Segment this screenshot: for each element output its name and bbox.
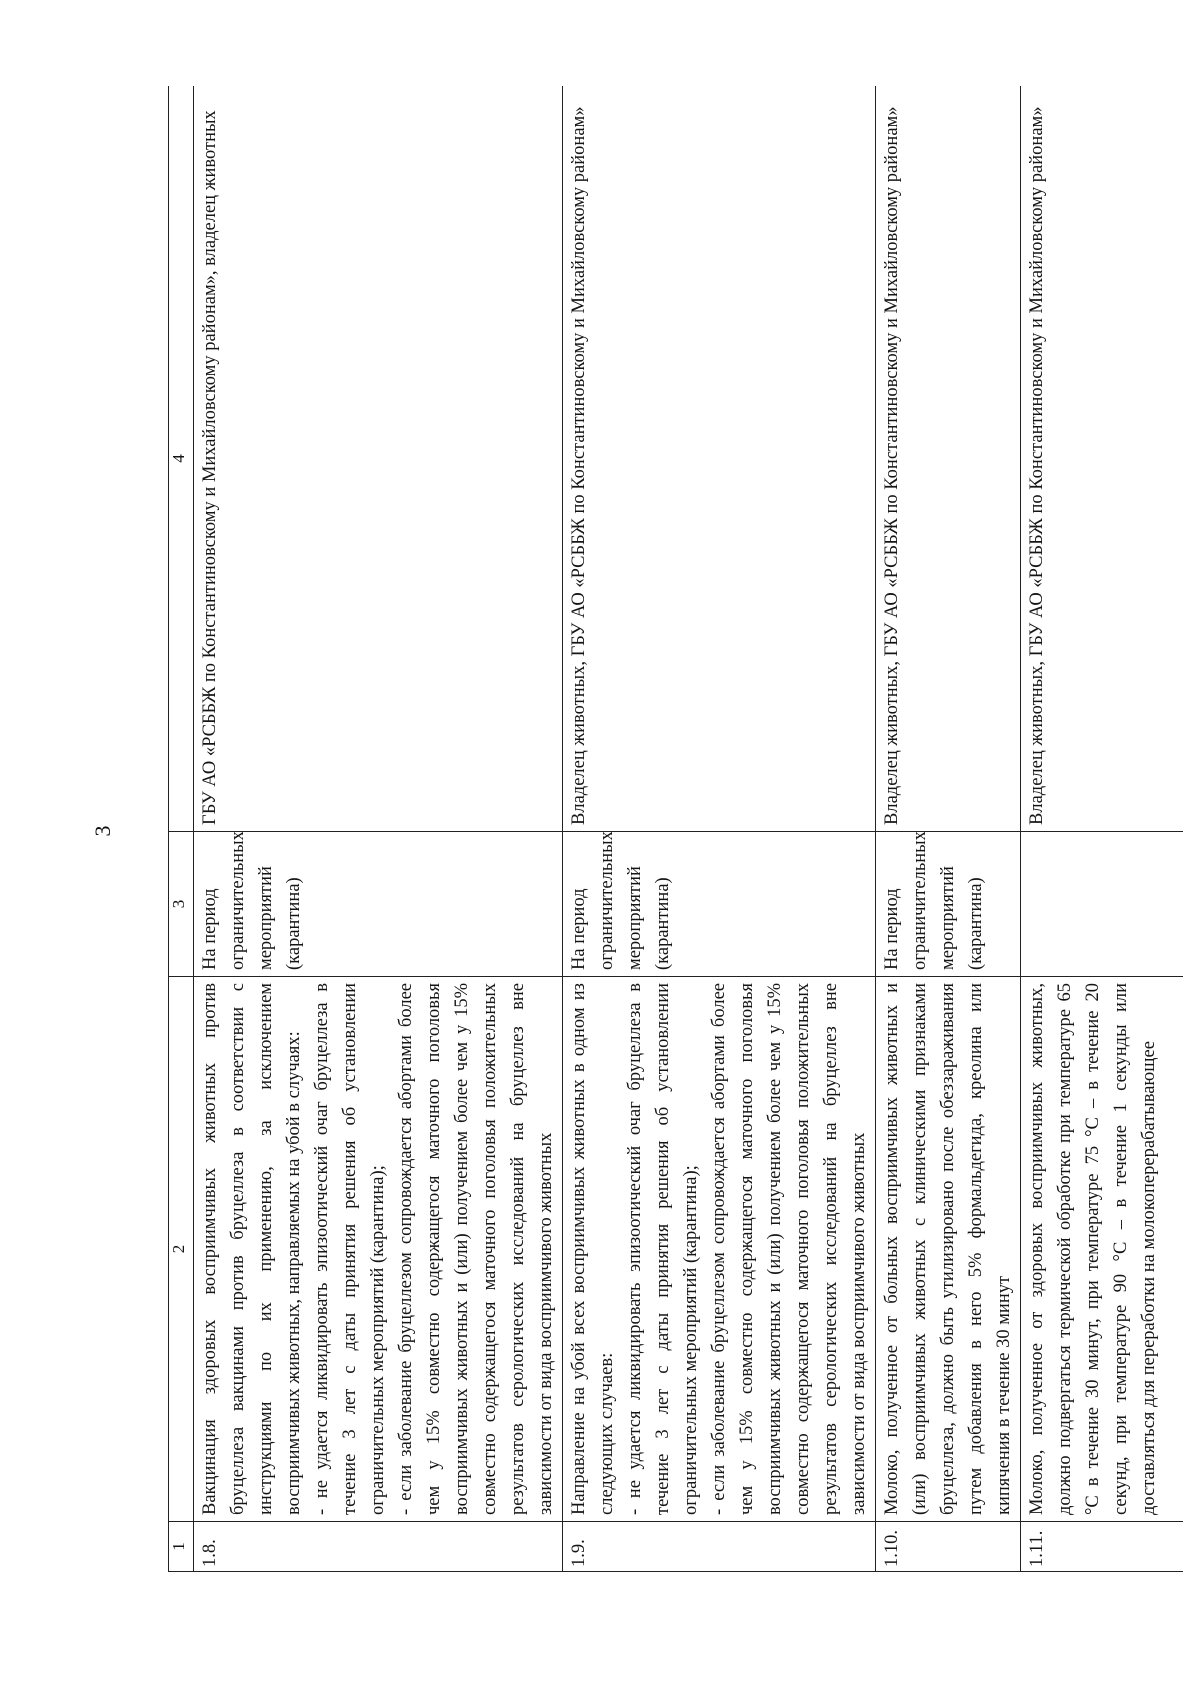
row-responsible: Владелец животных, ГБУ АО «РСББЖ по Константиновскому и Михайловскому районам»: [1021, 86, 1184, 832]
row-description: [876, 977, 1021, 1522]
row-number: 1.10.: [876, 1522, 1021, 1572]
row-term: На период ограничительных мероприятий (карантина): [876, 832, 1021, 977]
description-paragraph: Молоко, полученное от больных восприимчивых животных и (или) восприимчивых животных с клиническими признаками бруцеллеза, должно быть утилизировано после обеззараживания путем добавления в него 5% формальдегида, креолина или кипячения в течение 30 минут: [882, 983, 1014, 1515]
row-description: [194, 977, 563, 1522]
description-paragraph: - не удается ликвидировать эпизоотический очаг бруцеллеза в течение 3 лет с даты принятия решения об установлении ограничительных мероприятий (карантина);: [625, 983, 701, 1515]
table-container: [168, 86, 1183, 1572]
description-paragraph: Направление на убой всех восприимчивых животных в одном из следующих случаев:: [569, 983, 617, 1515]
rotated-table: [168, 86, 1183, 1572]
description-paragraph: Вакцинация здоровых восприимчивых животных против бруцеллеза вакцинами против бруцеллеза в соответствии с инструкциями по их применению, за исключением восприимчивых животных, направляемых на убой в случаях:: [200, 983, 304, 1515]
table-row: [876, 86, 1021, 1572]
row-responsible: ГБУ АО «РСББЖ по Константиновскому и Михайловскому районам», владелец животных: [194, 86, 563, 832]
header-row: [169, 86, 194, 1572]
table-row: [563, 86, 876, 1572]
row-description: [1021, 977, 1184, 1522]
table-row: [194, 86, 563, 1572]
row-term: На период ограничительных мероприятий (карантина): [563, 832, 876, 977]
row-number: 1.9.: [563, 1522, 876, 1572]
row-description: [563, 977, 876, 1522]
header-col-4: 4: [169, 86, 194, 832]
row-responsible: Владелец животных, ГБУ АО «РСББЖ по Константиновскому и Михайловскому районам»: [876, 86, 1021, 832]
description-paragraph: - не удается ликвидировать эпизоотический очаг бруцеллеза в течение 3 лет с даты принятия решения об установлении ограничительных мероприятий (карантина);: [312, 983, 388, 1515]
table-row: [1021, 86, 1184, 1572]
header-col-2: 2: [169, 977, 194, 1522]
header-col-1: 1: [169, 1522, 194, 1572]
description-paragraph: - если заболевание бруцеллезом сопровождается абортами более чем у 15% совместно содержащегося маточного поголовья восприимчивых животных и (или) получением более чем у 15% совместно содержащегося маточного поголовья положительных результатов серологических исследований на бруцеллез вне зависимости от вида восприимчивого животных: [396, 983, 556, 1515]
description-paragraph: - если заболевание бруцеллезом сопровождается абортами более чем у 15% совместно содержащегося маточного поголовья восприимчивых животных и (или) получением более чем у 15% совместно содержащегося маточного поголовья положительных результатов серологических исследований на бруцеллез вне зависимости от вида восприимчивого животных: [709, 983, 869, 1515]
measures-table: [168, 86, 1183, 1572]
header-col-3: 3: [169, 832, 194, 977]
page-number: 3: [90, 825, 115, 837]
row-term: [1021, 832, 1184, 977]
row-responsible: Владелец животных, ГБУ АО «РСББЖ по Константиновскому и Михайловскому районам»: [563, 86, 876, 832]
row-term: На период ограничительных мероприятий (карантина): [194, 832, 563, 977]
row-number: 1.8.: [194, 1522, 563, 1572]
description-paragraph: Молоко, полученное от здоровых восприимчивых животных, должно подвергаться термической обработке при температуре 65 °С в течение 30 минут, при температуре 75 °С – в течение 20 секунд, при температуре 90 °С – в течение 1 секунды или доставляться для переработки на молокоперерабатывающее: [1027, 983, 1159, 1515]
row-number: 1.11.: [1021, 1522, 1184, 1572]
